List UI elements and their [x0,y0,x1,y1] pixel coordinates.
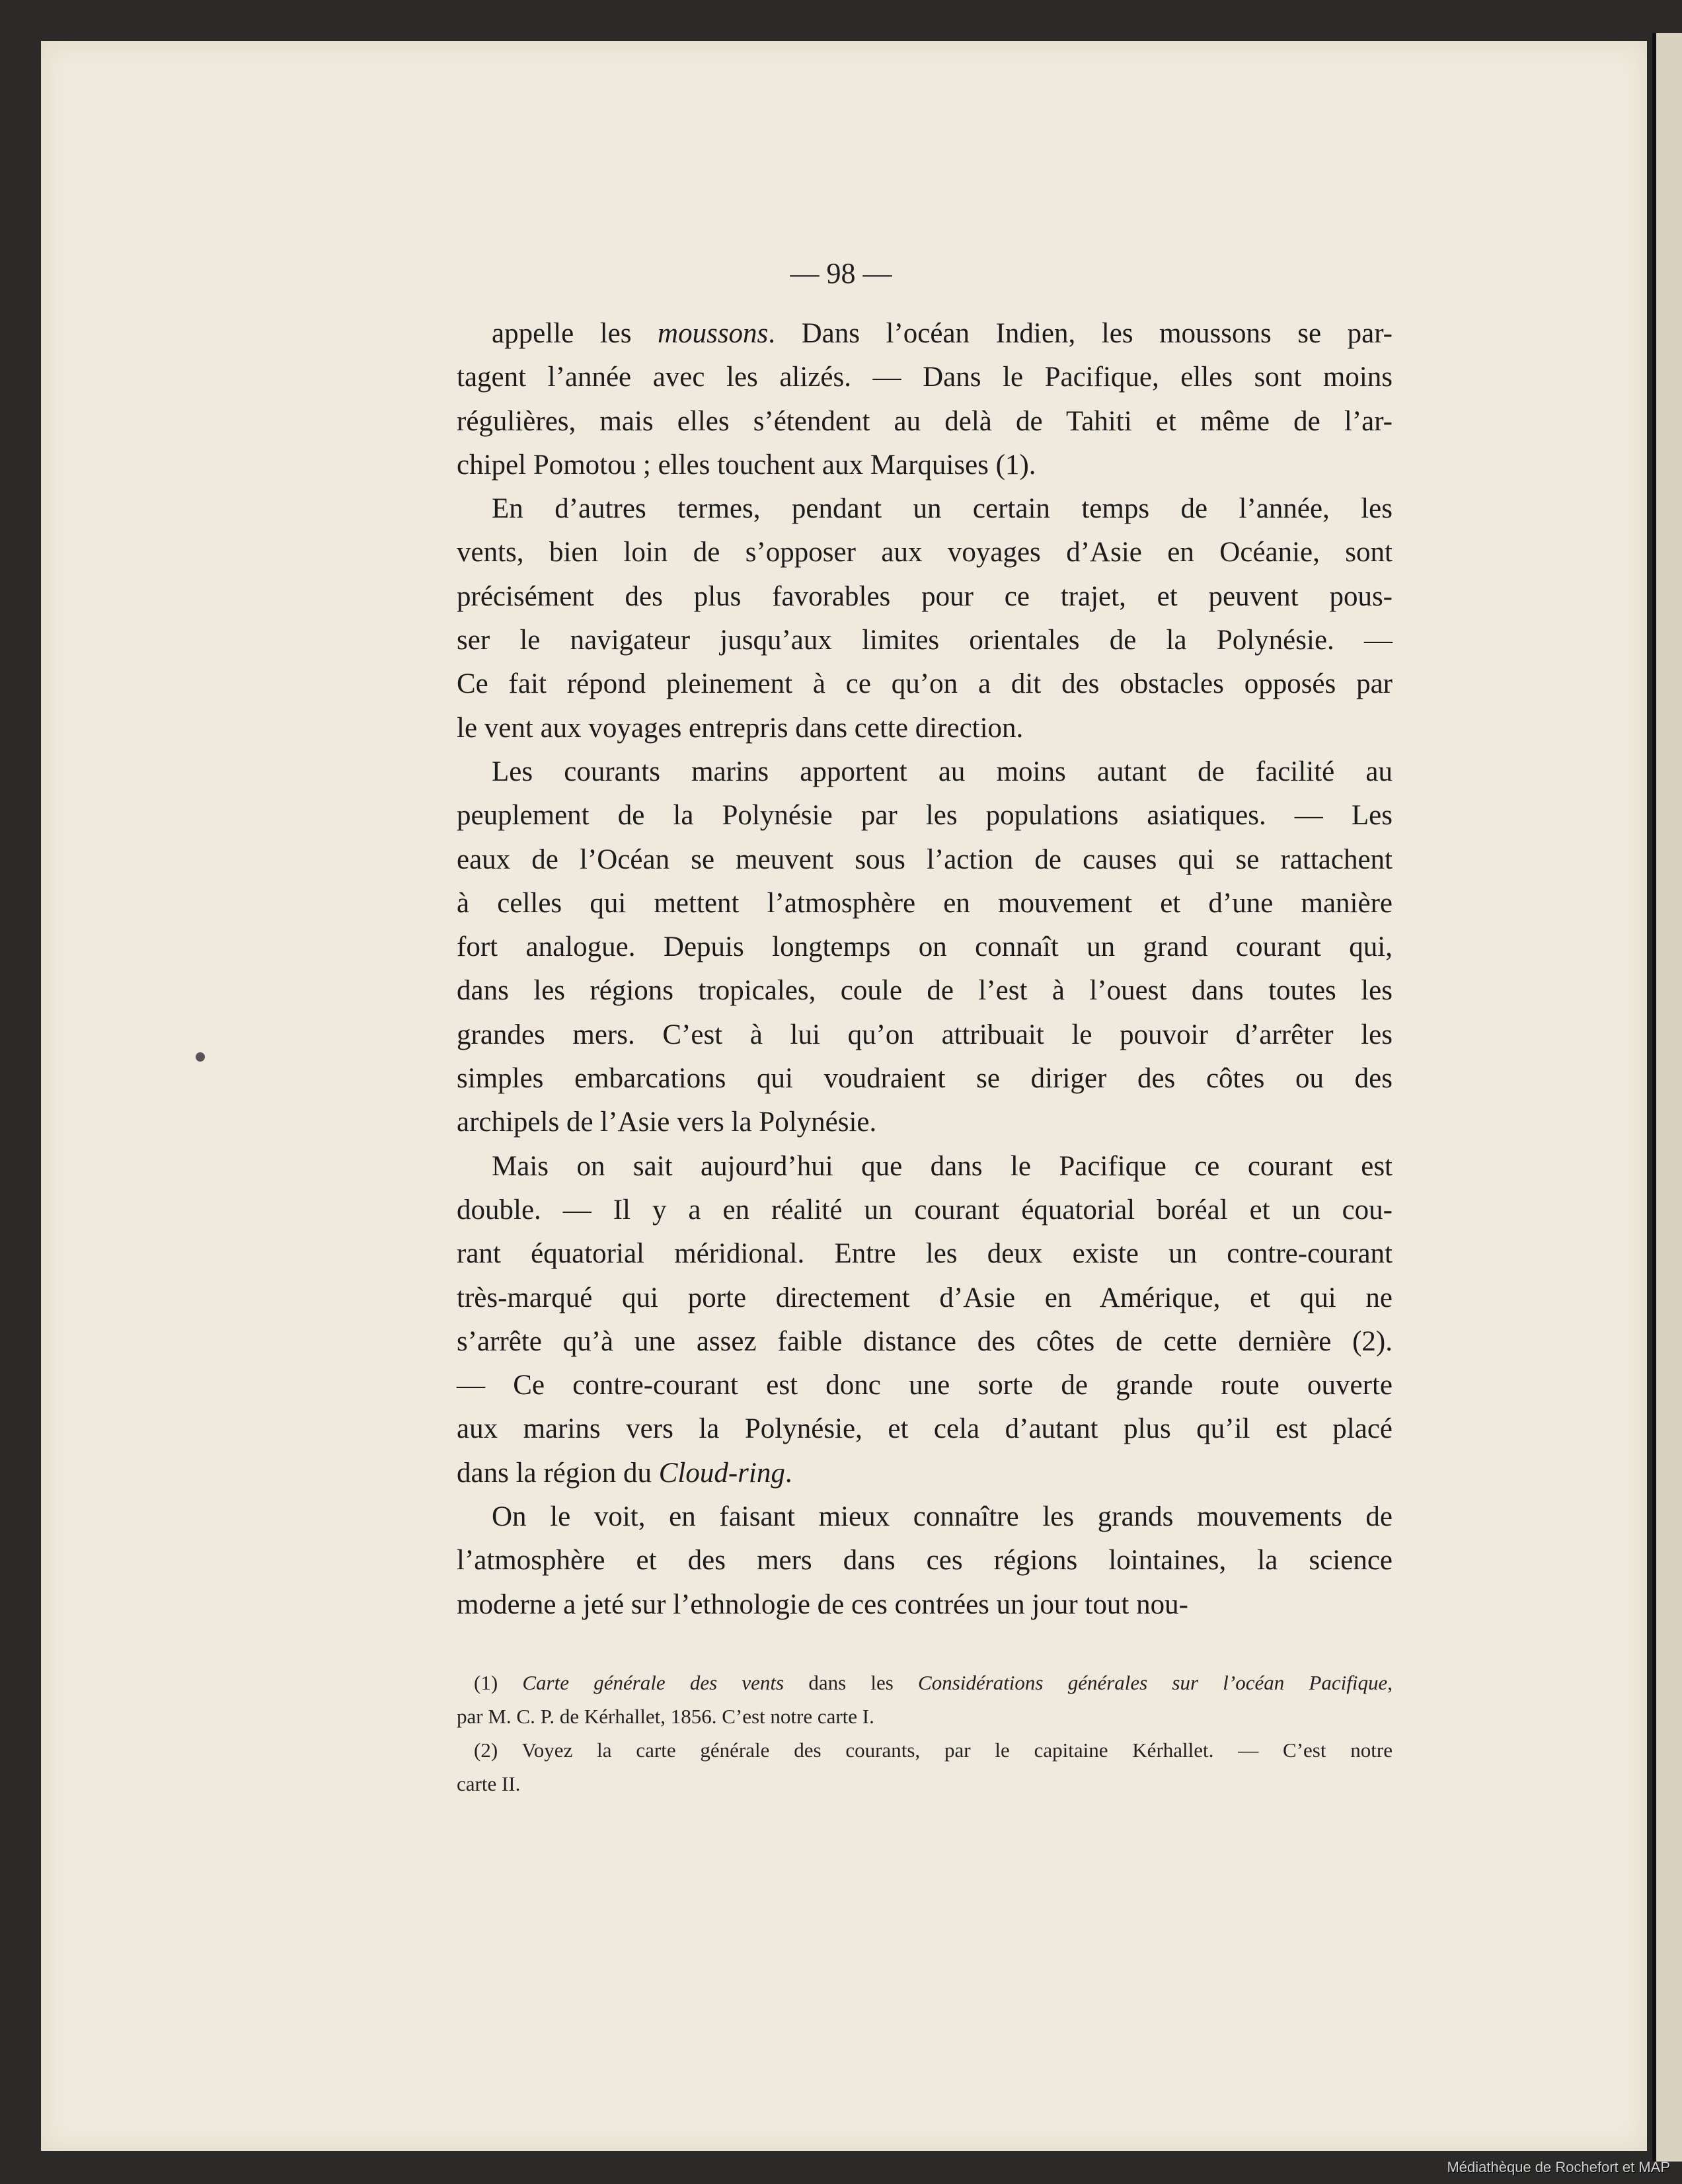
next-page-edge [1652,33,1682,2162]
text-segment: vents, bien loin de s’opposer aux voyages d’Asie en Océanie, sont [457,537,1393,568]
text-segment: régulières, mais elles s’étendent au delà de Tahiti et même de l’ar- [457,405,1393,437]
paragraph-line [457,838,1393,882]
text-segment: Les courants marins apportent au moins autant de facilité au [492,756,1393,787]
paragraph-line [457,400,1393,444]
paragraph-line [457,444,1393,487]
paragraph-line [457,1364,1393,1407]
footnote-line [457,1767,1393,1801]
text-segment: Mais on sait aujourd’hui que dans le Pacifique ce courant est [492,1150,1393,1182]
text-segment: double. — Il y a en réalité un courant équatorial boréal et un cou- [457,1194,1393,1226]
library-credit: Médiathèque de Rochefort et MAP [1447,2159,1670,2175]
text-segment: eaux de l’Océan se meuvent sous l’action de causes qui se rattachent [457,843,1393,875]
text-segment: dans les régions tropicales, coule de l’est à l’ouest dans toutes les [457,975,1393,1007]
text-segment: très-marqué qui porte directement d’Asie en Amérique, et qui ne [457,1282,1393,1313]
text-segment: grandes mers. C’est à lui qu’on attribuait le pouvoir d’arrêter les [457,1019,1393,1050]
paragraph-line [457,925,1393,969]
paragraph-line [457,1452,1393,1495]
text-segment: (1) [474,1671,523,1694]
text-segment: ser le navigateur jusqu’aux limites orientales de la Polynésie. — [457,625,1393,656]
text-segment: (2) Voyez la carte générale des courants, par le capitaine Kérhallet. — C’est notre [474,1738,1393,1762]
paragraph-line [457,575,1393,619]
italic-text: moussons [658,318,769,349]
paragraph-line [457,1276,1393,1320]
paragraph-line [457,882,1393,925]
paragraph-line [457,619,1393,662]
paragraph-line [457,356,1393,399]
text-segment: carte II. [457,1772,521,1795]
text-segment: par M. C. P. de Kérhallet, 1856. C’est notre carte I. [457,1705,874,1728]
footnote-line [457,1733,1393,1767]
text-segment: appelle les [492,318,658,349]
text-segment: à celles qui mettent l’atmosphère en mouvement et d’une manière [457,887,1393,919]
italic-text: Considérations générales sur l’océan Pacifique [918,1671,1388,1694]
text-segment: l’atmosphère et des mers dans ces régions lointaines, la science [457,1545,1393,1577]
paragraph-line [457,1407,1393,1451]
text-segment: Ce fait répond pleinement à ce qu’on a dit des obstacles opposés par [457,668,1393,700]
text-segment: le vent aux voyages entrepris dans cette direction. [457,712,1024,744]
ink-spot [196,1052,205,1062]
text-segment: On le voit, en faisant mieux connaître les grands mouvements de [492,1501,1393,1533]
text-segment: chipel Pomotou ; elles touchent aux Marquises (1). [457,449,1036,481]
text-segment: dans la région du [457,1457,659,1489]
text-segment: s’arrête qu’à une assez faible distance des côtes de cette dernière (2). [457,1325,1393,1357]
paragraph-line [457,794,1393,838]
text-segment: . [784,1457,792,1489]
paragraph-line [457,1539,1393,1582]
text-segment: . Dans l’océan Indien, les moussons se par- [768,318,1393,349]
text-segment: aux marins vers la Polynésie, et cela d’autant plus qu’il est placé [457,1413,1393,1445]
paragraph-line [457,750,1393,794]
text-segment: En d’autres termes, pendant un certain temps de l’année, les [492,493,1393,525]
text-segment: rant équatorial méridional. Entre les deux existe un contre-courant [457,1238,1393,1270]
paragraph-line [457,1101,1393,1144]
text-segment: simples embarcations qui voudraient se diriger des côtes ou des [457,1063,1393,1095]
paragraph-line [457,1583,1393,1627]
paragraph-line [457,531,1393,574]
footnotes [457,1666,1393,1801]
paragraph-line [457,1320,1393,1364]
text-segment: précisément des plus favorables pour ce trajet, et peuvent pous- [457,580,1393,612]
paragraph-line [457,662,1393,706]
paragraph-line [457,1189,1393,1232]
text-segment: , [1387,1671,1393,1694]
main-text [457,312,1393,1627]
italic-text: Cloud-ring [658,1457,785,1489]
paragraph-line [457,707,1393,750]
paragraph-line [457,1145,1393,1189]
paragraph-line [457,969,1393,1013]
text-segment: archipels de l’Asie vers la Polynésie. [457,1107,877,1138]
page-number: — 98 — [790,257,892,290]
paragraph-line [457,1495,1393,1539]
text-segment: — Ce contre-courant est donc une sorte de grande route ouverte [457,1370,1393,1401]
paragraph-line [457,1232,1393,1276]
footnote-line [457,1699,1393,1733]
text-segment: moderne a jeté sur l’ethnologie de ces contrées un jour tout nou- [457,1588,1188,1620]
italic-text: Carte générale des vents [522,1671,784,1694]
paragraph-line [457,487,1393,531]
text-segment: dans les [784,1671,919,1694]
paragraph-line [457,1057,1393,1101]
text-segment: peuplement de la Polynésie par les populations asiatiques. — Les [457,800,1393,832]
paragraph-line [457,1013,1393,1057]
text-segment: tagent l’année avec les alizés. — Dans le Pacifique, elles sont moins [457,362,1393,393]
text-segment: fort analogue. Depuis longtemps on connaît un grand courant qui, [457,931,1393,963]
paragraph-line [457,312,1393,356]
footnote-line [457,1666,1393,1699]
